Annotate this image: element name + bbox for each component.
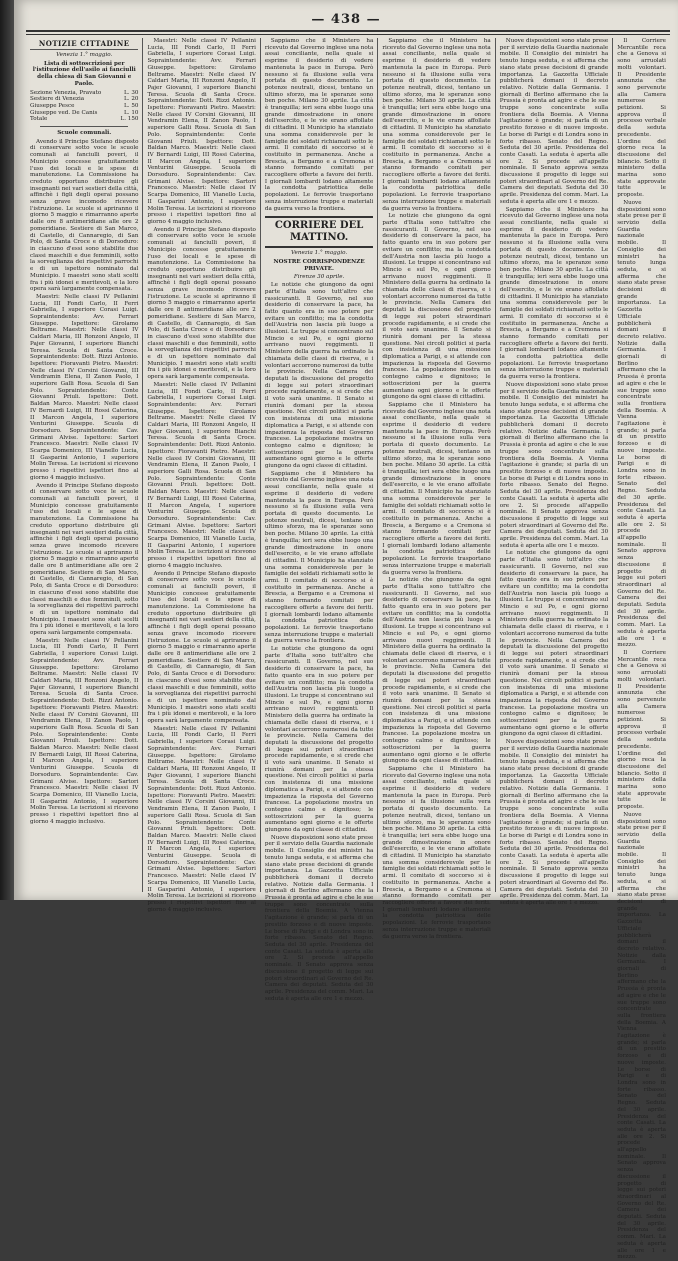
divider — [40, 126, 128, 127]
table-row: Sezione Venezia, Pravato L. 30 — [30, 89, 139, 96]
column-2 — [143, 38, 260, 913]
column-4 — [378, 38, 495, 940]
article-body-cont: Sappiamo che il Ministero ha ricevuto dal Governo inglese una nota assai conciliante, nella quale si esprime il desiderio di vedere mantenuta la pace in Europa. Però nessuno si fa illusione sulla vera portata di questo documento. Le potenze neutrali, dicesi, tentano un ultimo sforzo, ma le speranze sono ben poche. Milano 30 aprile. La città è tranquilla; ieri sera ebbe luogo una grande dimostrazione in onore dell'esercito, e le vie erano affollate di cittadini. Il Municipio ha stanziato una somma considerevole per le famiglie dei soldati richiamati sotto le armi. Il comitato di soccorso si è costituito in permanenza. Anche a Brescia, a Bergamo e a Cremona si stanno formando comitati per raccogliere offerte a favore dei feriti. I giornali lombardi lodano altamente la condotta patriottica delle popolazioni. Le ferrovie trasportano senza interruzione truppe e materiali da guerra verso la frontiera. — [264, 470, 374, 645]
column-6-partial — [613, 38, 670, 1261]
article-body-cont: Le notizie che giungono da ogni parte d'Italia sono tutt'altro che rassicuranti. Il Governo, nel suo desiderio di conservare la pace, ha fatto quanto era in suo potere per evitare un conflitto; ma la condotta dell'Austria non lascia più luogo a illusioni. Le truppe si concentrano sul Mincio e sul Po, e ogni giorno arrivano nuovi reggimenti. Il Ministero della guerra ha ordinato la chiamata delle classi di riserva, e i volontari accorrono numerosi da tutte le provincie. Nella Camera dei deputati la discussione del progetto di legge sui poteri straordinari procede rapidamente, e si crede che il voto sarà unanime. Il Senato si riunirà domani per la stessa questione. Nei circoli politici si parla con insistenza di una missione diplomatica a Parigi, e si attende con impazienza la risposta del Governo francese. La popolazione mostra un contegno calmo e dignitoso; le sottoscrizioni per la guerra aumentano ogni giorno e le offerte giungono da ogni classe di cittadini. — [382, 577, 491, 765]
columns — [26, 38, 670, 1261]
table-row-total: Totale L. 150 — [30, 116, 139, 123]
subhead-scuole: Scuole comunali. — [57, 130, 112, 137]
table-row: Giuseppe Pesce L. 50 — [30, 102, 139, 109]
article-body: Avendo il Principe Stefano disposto di conservare sotto voce le scuole comunali ai fanciulli poveri, il Municipio concesse gratuitamente l'uso dei locali e le spese di manutenzione. La Commissione ha creduto opportuno distribuire gli insegnanti nei vari sestieri della città, affinchè i figli degli operai possano senza grave incomodo ricevere l'istruzione. Le scuole si apriranno il giorno 5 maggio e rimarranno aperte dalle ore 8 antimeridiane alle ore 2 pomeridiane. Sestiere di San Marco, di Castello, di Cannaregio, di San Polo, di Santa Croce e di Dorsoduro: in ciascuno d'essi sono stabilite due classi maschili e due femminili, sotto la sorveglianza dei rispettivi parrochi e di un ispettore nominato dal Municipio. I maestri sono stati scelti fra i più idonei e meritevoli, e la loro opera sarà largamente compensata. — [30, 138, 139, 293]
article-body-cont: Maestri: Nelle classi IV Pellanini Lucia, III Fondi Carlo, II Ferri Gabriella, I superiore Corasi Luigi. Sopraintendente: Avv. Ferrari Giuseppe. Ispettore: Girolamo Beltrame. Maestri: Nelle classi IV Caldari Maria, III Ronzoni Angelo, II Pajer Giovanni, I superiore Bianchi Teresa. Scuola di Santa Croce. Sopraintendente: Dott. Rizzi Antonio. Ispettore: Fioravanti Pietro. Maestri: Nelle classi IV Corsini Giovanni, III Vendramin Elena, II Zanon Paolo, I superiore Galli Rosa. Scuola di San Polo. Sopraintendente: Conte Giovanni Priuli. Ispettore: Dott. Baldan Marco. Maestri: Nelle classi IV Bernardi Luigi, III Rossi Caterina, II Marcon Angela, I superiore Venturini Giuseppe. Scuola di Dorsoduro. Sopraintendente: Cav. Grimani Alvise. Ispettore: Sartori Francesco. Maestri: Nelle classi IV Scarpa Domenico, III Vianello Lucia, II Gasparini Antonio, I superiore Molin Teresa. Le iscrizioni si ricevono presso i rispettivi ispettori fino al giorno 4 maggio inclusivo. — [147, 725, 256, 913]
article-body-cont: Avendo il Principe Stefano disposto di conservare sotto voce le scuole comunali ai fanciulli poveri, il Municipio concesse gratuitamente l'uso dei locali e le spese di manutenzione. La Commissione ha creduto opportuno distribuire gli insegnanti nei vari sestieri della città, affinchè i figli degli operai possano senza grave incomodo ricevere l'istruzione. Le scuole si apriranno il giorno 5 maggio e rimarranno aperte dalle ore 8 antimeridiane alle ore 2 pomeridiane. Sestiere di San Marco, di Castello, di Cannaregio, di San Polo, di Santa Croce e di Dorsoduro: in ciascuno d'essi sono stabilite due classi maschili e due femminili, sotto la sorveglianza dei rispettivi parrochi e di un ispettore nominato dal Municipio. I maestri sono stati scelti fra i più idonei e meritevoli, e la loro opera sarà largamente compensata. — [147, 570, 256, 725]
subscription-title: Lista di sottoscrizioni per l'istituzione dell'asilo ai fanciulli della chiesa di San Giovanni e Paolo. — [32, 60, 136, 87]
article-body: Nuove disposizioni sono state prese per il servizio della Guardia nazionale mobile. Il Consiglio dei ministri ha tenuto lunga seduta, e si afferma che siano state prese decisioni di grande importanza. La Gazzetta Ufficiale pubblicherà domani il decreto relativo. Notizie dalla Germania. I giornali di Berlino affermano che la Prussia è pronta ad agire e che le sue truppe sono concentrate sulla frontiera della Boemia. A Vienna l'agitazione è grande; si parla di un prestito forzoso e di nuove imposte. Le borse di Parigi e di Londra sono in forte ribasso. Senato del Regno. Seduta del 30 aprile. Presidenza del conte Casati. La seduta è aperta alle ore 2. Si procede all'appello nominale. Il Senato approva senza discussione il progetto di legge sui poteri straordinari al Governo del Re. Camera dei deputati. Seduta del 30 aprile. Presidenza del comm. Mari. La seduta è aperta alle ore 1 e mezzo. — [499, 38, 609, 205]
book-binding — [0, 0, 14, 900]
article-body-cont: Nuove disposizioni sono state prese per il servizio della Guardia nazionale mobile. Il Consiglio dei ministri ha tenuto lunga seduta, e si afferma che siano state prese decisioni di grande importanza. La Gazzetta Ufficiale pubblicherà domani il decreto relativo. Notizie dalla Germania. I giornali di Berlino affermano che la Prussia è pronta ad agire e che le sue truppe sono concentrate sulla frontiera della Boemia. A Vienna l'agitazione è grande; si parla di un prestito forzoso e di nuove imposte. Le borse di Parigi e di Londra sono in forte ribasso. Senato del Regno. Seduta del 30 aprile. Presidenza del conte Casati. La seduta è aperta alle ore 2. Si procede all'appello nominale. Il Senato approva senza discussione il progetto di legge sui poteri straordinari al Governo del Re. Camera dei deputati. Seduta del 30 aprile. Presidenza del comm. Mari. La seduta è aperta alle ore 1 e mezzo. — [617, 199, 666, 649]
dateline: Venezia 1.° maggio. — [291, 250, 348, 257]
article-body-cont: Le notizie che giungono da ogni parte d'Italia sono tutt'altro che rassicuranti. Il Governo, nel suo desiderio di conservare la pace, ha fatto quanto era in suo potere per evitare un conflitto; ma la condotta dell'Austria non lascia più luogo a illusioni. Le truppe si concentrano sul Mincio e sul Po, e ogni giorno arrivano nuovi reggimenti. Il Ministero della guerra ha ordinato la chiamata delle classi di riserva, e i volontari accorrono numerosi da tutte le provincie. Nella Camera dei deputati la discussione del progetto di legge sui poteri straordinari procede rapidamente, e si crede che il voto sarà unanime. Il Senato si riunirà domani per la stessa questione. Nei circoli politici si parla con insistenza di una missione diplomatica a Parigi, e si attende con impazienza la risposta del Governo francese. La popolazione mostra un contegno calmo e dignitoso; le sottoscrizioni per la guerra aumentano ogni giorno e le offerte giungono da ogni classe di cittadini. — [499, 550, 609, 738]
article-body-cont: Avendo il Principe Stefano disposto di conservare sotto voce le scuole comunali ai fanciulli poveri, il Municipio concesse gratuitamente l'uso dei locali e le spese di manutenzione. La Commissione ha creduto opportuno distribuire gli insegnanti nei vari sestieri della città, affinchè i figli degli operai possano senza grave incomodo ricevere l'istruzione. Le scuole si apriranno il giorno 5 maggio e rimarranno aperte dalle ore 8 antimeridiane alle ore 2 pomeridiane. Sestiere di San Marco, di Castello, di Cannaregio, di San Polo, di Santa Croce e di Dorsoduro: in ciascuno d'essi sono stabilite due classi maschili e due femminili, sotto la sorveglianza dei rispettivi parrochi e di un ispettore nominato dal Municipio. I maestri sono stati scelti fra i più idonei e meritevoli, e la loro opera sarà largamente compensata. — [30, 482, 139, 637]
article-body-cont: Le notizie che giungono da ogni parte d'Italia sono tutt'altro che rassicuranti. Il Governo, nel suo desiderio di conservare la pace, ha fatto quanto era in suo potere per evitare un conflitto; ma la condotta dell'Austria non lascia più luogo a illusioni. Le truppe si concentrano sul Mincio e sul Po, e ogni giorno arrivano nuovi reggimenti. Il Ministero della guerra ha ordinato la chiamata delle classi di riserva, e i volontari accorrono numerosi da tutte le provincie. Nella Camera dei deputati la discussione del progetto di legge sui poteri straordinari procede rapidamente, e si crede che il voto sarà unanime. Il Senato si riunirà domani per la stessa questione. Nei circoli politici si parla con insistenza di una missione diplomatica a Parigi, e si attende con impazienza la risposta del Governo francese. La popolazione mostra un contegno calmo e dignitoso; le sottoscrizioni per la guerra aumentano ogni giorno e le offerte giungono da ogni classe di cittadini. — [264, 646, 374, 834]
article-body: Sappiamo che il Ministero ha ricevuto dal Governo inglese una nota assai conciliante, nella quale si esprime il desiderio di vedere mantenuta la pace in Europa. Però nessuno si fa illusione sulla vera portata di questo documento. Le potenze neutrali, dicesi, tentano un ultimo sforzo, ma le speranze sono ben poche. Milano 30 aprile. La città è tranquilla; ieri sera ebbe luogo una grande dimostrazione in onore dell'esercito, e le vie erano affollate di cittadini. Il Municipio ha stanziato una somma considerevole per le famiglie dei soldati richiamati sotto le armi. Il comitato di soccorso si è costituito in permanenza. Anche a Brescia, a Bergamo e a Cremona si stanno formando comitati per raccogliere offerte a favore dei feriti. I giornali lombardi lodano altamente la condotta patriottica delle popolazioni. Le ferrovie trasportano senza interruzione truppe e materiali da guerra verso la frontiera. — [264, 38, 374, 212]
dateline: Venezia 1.° maggio. — [56, 52, 113, 58]
article-body-cont: Sappiamo che il Ministero ha ricevuto dal Governo inglese una nota assai conciliante, nella quale si esprime il desiderio di vedere mantenuta la pace in Europa. Però nessuno si fa illusione sulla vera portata di questo documento. Le potenze neutrali, dicesi, tentano un ultimo sforzo, ma le speranze sono ben poche. Milano 30 aprile. La città è tranquilla; ieri sera ebbe luogo una grande dimostrazione in onore dell'esercito, e le vie erano affollate di cittadini. Il Municipio ha stanziato una somma considerevole per le famiglie dei soldati richiamati sotto le armi. Il comitato di soccorso si è costituito in permanenza. Anche a Brescia, a Bergamo e a Cremona si stanno formando comitati per raccogliere offerte a favore dei feriti. I giornali lombardi lodano altamente la condotta patriottica delle popolazioni. Le ferrovie trasportano senza interruzione truppe e materiali da guerra verso la frontiera. — [499, 206, 609, 381]
header-rule — [26, 30, 670, 35]
article-body-cont: Nuove disposizioni sono state prese per il servizio della Guardia nazionale mobile. Il Consiglio dei ministri ha tenuto lunga seduta, e si afferma che siano state prese decisioni di grande importanza. La Gazzetta Ufficiale pubblicherà domani il decreto relativo. Notizie dalla Germania. I giornali di Berlino affermano che la Prussia è pronta ad agire e che le sue truppe sono concentrate sulla frontiera della Boemia. A Vienna l'agitazione è grande; si parla di un prestito forzoso e di nuove imposte. Le borse di Parigi e di Londra sono in forte ribasso. Senato del Regno. Seduta del 30 aprile. Presidenza del conte Casati. La seduta è aperta alle ore 2. Si procede all'appello nominale. Il Senato approva senza discussione il progetto di legge sui poteri straordinari al Governo del Re. Camera dei deputati. Seduta del 30 aprile. Presidenza del comm. Mari. La seduta è aperta alle ore 1 e mezzo. — [499, 739, 609, 906]
article-body-cont: Sappiamo che il Ministero ha ricevuto dal Governo inglese una nota assai conciliante, nella quale si esprime il desiderio di vedere mantenuta la pace in Europa. Però nessuno si fa illusione sulla vera portata di questo documento. Le potenze neutrali, dicesi, tentano un ultimo sforzo, ma le speranze sono ben poche. Milano 30 aprile. La città è tranquilla; ieri sera ebbe luogo una grande dimostrazione in onore dell'esercito, e le vie erano affollate di cittadini. Il Municipio ha stanziato una somma considerevole per le famiglie dei soldati richiamati sotto le armi. Il comitato di soccorso si è costituito in permanenza. Anche a Brescia, a Bergamo e a Cremona si stanno formando comitati per raccogliere offerte a favore dei feriti. I giornali lombardi lodano altamente la condotta patriottica delle popolazioni. Le ferrovie trasportano senza interruzione truppe e materiali da guerra verso la frontiera. — [382, 765, 491, 940]
newspaper-page — [14, 0, 678, 1261]
article-body-cont: Maestri: Nelle classi IV Pellanini Lucia, III Fondi Carlo, II Ferri Gabriella, I superiore Corasi Luigi. Sopraintendente: Avv. Ferrari Giuseppe. Ispettore: Girolamo Beltrame. Maestri: Nelle classi IV Caldari Maria, III Ronzoni Angelo, II Pajer Giovanni, I superiore Bianchi Teresa. Scuola di Santa Croce. Sopraintendente: Dott. Rizzi Antonio. Ispettore: Fioravanti Pietro. Maestri: Nelle classi IV Corsini Giovanni, III Vendramin Elena, II Zanon Paolo, I superiore Galli Rosa. Scuola di San Polo. Sopraintendente: Conte Giovanni Priuli. Ispettore: Dott. Baldan Marco. Maestri: Nelle classi IV Bernardi Luigi, III Rossi Caterina, II Marcon Angela, I superiore Venturini Giuseppe. Scuola di Dorsoduro. Sopraintendente: Cav. Grimani Alvise. Ispettore: Sartori Francesco. Maestri: Nelle classi IV Scarpa Domenico, III Vianello Lucia, II Gasparini Antonio, I superiore Molin Teresa. Le iscrizioni si ricevono presso i rispettivi ispettori fino al giorno 4 maggio inclusivo. — [147, 381, 256, 569]
article-body-cont: Sappiamo che il Ministero ha ricevuto dal Governo inglese una nota assai conciliante, nella quale si esprime il desiderio di vedere mantenuta la pace in Europa. Però nessuno si fa illusione sulla vera portata di questo documento. Le potenze neutrali, dicesi, tentano un ultimo sforzo, ma le speranze sono ben poche. Milano 30 aprile. La città è tranquilla; ieri sera ebbe luogo una grande dimostrazione in onore dell'esercito, e le vie erano affollate di cittadini. Il Municipio ha stanziato una somma considerevole per le famiglie dei soldati richiamati sotto le armi. Il comitato di soccorso si è costituito in permanenza. Anche a Brescia, a Bergamo e a Cremona si stanno formando comitati per raccogliere offerte a favore dei feriti. I giornali lombardi lodano altamente la condotta patriottica delle popolazioni. Le ferrovie trasportano senza interruzione truppe e materiali da guerra verso la frontiera. — [382, 401, 491, 576]
article-body: Sappiamo che il Ministero ha ricevuto dal Governo inglese una nota assai conciliante, nella quale si esprime il desiderio di vedere mantenuta la pace in Europa. Però nessuno si fa illusione sulla vera portata di questo documento. Le potenze neutrali, dicesi, tentano un ultimo sforzo, ma le speranze sono ben poche. Milano 30 aprile. La città è tranquilla; ieri sera ebbe luogo una grande dimostrazione in onore dell'esercito, e le vie erano affollate di cittadini. Il Municipio ha stanziato una somma considerevole per le famiglie dei soldati richiamati sotto le armi. Il comitato di soccorso si è costituito in permanenza. Anche a Brescia, a Bergamo e a Cremona si stanno formando comitati per raccogliere offerte a favore dei feriti. I giornali lombardi lodano altamente la condotta patriottica delle popolazioni. Le ferrovie trasportano senza interruzione truppe e materiali da guerra verso la frontiera. — [382, 38, 491, 212]
article-body: Il Corriere Mercantile reca che a Genova si sono arruolati molti volontari. Il Presidente annunzia che sono pervenute alla Camera numerose petizioni. Si approva il processo verbale della seduta precedente. L'ordine del giorno reca la discussione del bilancio. Sotto il ministero della marina sono state approvate tutte le proposte. — [617, 38, 666, 199]
subscription-table — [30, 90, 138, 124]
article-body-cont: Avendo il Principe Stefano disposto di conservare sotto voce le scuole comunali ai fanciulli poveri, il Municipio concesse gratuitamente l'uso dei locali e le spese di manutenzione. La Commissione ha creduto opportuno distribuire gli insegnanti nei vari sestieri della città, affinchè i figli degli operai possano senza grave incomodo ricevere l'istruzione. Le scuole si apriranno il giorno 5 maggio e rimarranno aperte dalle ore 8 antimeridiane alle ore 2 pomeridiane. Sestiere di San Marco, di Castello, di Cannaregio, di San Polo, di Santa Croce e di Dorsoduro: in ciascuno d'essi sono stabilite due classi maschili e due femminili, sotto la sorveglianza dei rispettivi parrochi e di un ispettore nominato dal Municipio. I maestri sono stati scelti fra i più idonei e meritevoli, e la loro opera sarà largamente compensata. — [147, 226, 256, 381]
article-body-cont: Il Corriere Mercantile reca che a Genova si sono arruolati molti volontari. Il Presidente annunzia che sono pervenute alla Camera numerose petizioni. Si approva il processo verbale della seduta precedente. L'ordine del giorno reca la discussione del bilancio. Sotto il ministero della marina sono state approvate tutte le proposte. — [617, 649, 666, 811]
article-body-cont: Maestri: Nelle classi IV Pellanini Lucia, III Fondi Carlo, II Ferri Gabriella, I superiore Corasi Luigi. Sopraintendente: Avv. Ferrari Giuseppe. Ispettore: Girolamo Beltrame. Maestri: Nelle classi IV Caldari Maria, III Ronzoni Angelo, II Pajer Giovanni, I superiore Bianchi Teresa. Scuola di Santa Croce. Sopraintendente: Dott. Rizzi Antonio. Ispettore: Fioravanti Pietro. Maestri: Nelle classi IV Corsini Giovanni, III Vendramin Elena, II Zanon Paolo, I superiore Galli Rosa. Scuola di San Polo. Sopraintendente: Conte Giovanni Priuli. Ispettore: Dott. Baldan Marco. Maestri: Nelle classi IV Bernardi Luigi, III Rossi Caterina, II Marcon Angela, I superiore Venturini Giuseppe. Scuola di Dorsoduro. Sopraintendente: Cav. Grimani Alvise. Ispettore: Sartori Francesco. Maestri: Nelle classi IV Scarpa Domenico, III Vianello Lucia, II Gasparini Antonio, I superiore Molin Teresa. Le iscrizioni si ricevono presso i rispettivi ispettori fino al giorno 4 maggio inclusivo. — [30, 637, 139, 825]
article-body-cont: Maestri: Nelle classi IV Pellanini Lucia, III Fondi Carlo, II Ferri Gabriella, I superiore Corasi Luigi. Sopraintendente: Avv. Ferrari Giuseppe. Ispettore: Girolamo Beltrame. Maestri: Nelle classi IV Caldari Maria, III Ronzoni Angelo, II Pajer Giovanni, I superiore Bianchi Teresa. Scuola di Santa Croce. Sopraintendente: Dott. Rizzi Antonio. Ispettore: Fioravanti Pietro. Maestri: Nelle classi IV Corsini Giovanni, III Vendramin Elena, II Zanon Paolo, I superiore Galli Rosa. Scuola di San Polo. Sopraintendente: Conte Giovanni Priuli. Ispettore: Dott. Baldan Marco. Maestri: Nelle classi IV Bernardi Luigi, III Rossi Caterina, II Marcon Angela, I superiore Venturini Giuseppe. Scuola di Dorsoduro. Sopraintendente: Cav. Grimani Alvise. Ispettore: Sartori Francesco. Maestri: Nelle classi IV Scarpa Domenico, III Vianello Lucia, II Gasparini Antonio, I superiore Molin Teresa. Le iscrizioni si ricevono presso i rispettivi ispettori fino al giorno 4 maggio inclusivo. — [30, 293, 139, 481]
masthead-corriere: CORRIERE DEL MATTINO. — [265, 216, 373, 248]
column-3 — [261, 38, 378, 1002]
table-row: Giuseppe ved. De Canis L. 10 — [30, 109, 139, 116]
article-body-cont: Nuove disposizioni sono state prese per il servizio della Guardia nazionale mobile. Il Consiglio dei ministri ha tenuto lunga seduta, e si afferma che siano state prese decisioni di grande importanza. La Gazzetta Ufficiale pubblicherà domani il decreto relativo. Notizie dalla Germania. I giornali di Berlino affermano che la Prussia è pronta ad agire e che le sue truppe sono concentrate sulla frontiera della Boemia. A Vienna l'agitazione è grande; si parla di un prestito forzoso e di nuove imposte. Le borse di Parigi e di Londra sono in forte ribasso. Senato del Regno. Seduta del 30 aprile. Presidenza del conte Casati. La seduta è aperta alle ore 2. Si procede all'appello nominale. Il Senato approva senza discussione il progetto di legge sui poteri straordinari al Governo del Re. Camera dei deputati. Seduta del 30 aprile. Presidenza del comm. Mari. La seduta è aperta alle ore 1 e mezzo. — [617, 811, 666, 1261]
article-body-cont: Le notizie che giungono da ogni parte d'Italia sono tutt'altro che rassicuranti. Il Governo, nel suo desiderio di conservare la pace, ha fatto quanto era in suo potere per evitare un conflitto; ma la condotta dell'Austria non lascia più luogo a illusioni. Le truppe si concentrano sul Mincio e sul Po, e ogni giorno arrivano nuovi reggimenti. Il Ministero della guerra ha ordinato la chiamata delle classi di riserva, e i volontari accorrono numerosi da tutte le provincie. Nella Camera dei deputati la discussione del progetto di legge sui poteri straordinari procede rapidamente, e si crede che il voto sarà unanime. Il Senato si riunirà domani per la stessa questione. Nei circoli politici si parla con insistenza di una missione diplomatica a Parigi, e si attende con impazienza la risposta del Governo francese. La popolazione mostra un contegno calmo e dignitoso; le sottoscrizioni per la guerra aumentano ogni giorno e le offerte giungono da ogni classe di cittadini. — [382, 213, 491, 401]
article-body-cont: Nuove disposizioni sono state prese per il servizio della Guardia nazionale mobile. Il Consiglio dei ministri ha tenuto lunga seduta, e si afferma che siano state prese decisioni di grande importanza. La Gazzetta Ufficiale pubblicherà domani il decreto relativo. Notizie dalla Germania. I giornali di Berlino affermano che la Prussia è pronta ad agire e che le sue truppe sono concentrate sulla frontiera della Boemia. A Vienna l'agitazione è grande; si parla di un prestito forzoso e di nuove imposte. Le borse di Parigi e di Londra sono in forte ribasso. Senato del Regno. Seduta del 30 aprile. Presidenza del conte Casati. La seduta è aperta alle ore 2. Si procede all'appello nominale. Il Senato approva senza discussione il progetto di legge sui poteri straordinari al Governo del Re. Camera dei deputati. Seduta del 30 aprile. Presidenza del comm. Mari. La seduta è aperta alle ore 1 e mezzo. — [499, 381, 609, 549]
subtitle: NOSTRE CORRISPONDENZE PRIVATE. — [273, 258, 365, 272]
article-body-cont: Nuove disposizioni sono state prese per il servizio della Guardia nazionale mobile. Il Consiglio dei ministri ha tenuto lunga seduta, e si afferma che siano state prese decisioni di grande importanza. La Gazzetta Ufficiale pubblicherà domani il decreto relativo. Notizie dalla Germania. I giornali di Berlino affermano che la Prussia è pronta ad agire e che le sue truppe sono concentrate sulla frontiera della Boemia. A Vienna l'agitazione è grande; si parla di un prestito forzoso e di nuove imposte. Le borse di Parigi e di Londra sono in forte ribasso. Senato del Regno. Seduta del 30 aprile. Presidenza del conte Casati. La seduta è aperta alle ore 2. Si procede all'appello nominale. Il Senato approva senza discussione il progetto di legge sui poteri straordinari al Governo del Re. Camera dei deputati. Seduta del 30 aprile. Presidenza del comm. Mari. La seduta è aperta alle ore 1 e mezzo. — [264, 834, 374, 1002]
table-row: Sestiere di Venezia L. 20 — [30, 96, 139, 103]
column-5 — [496, 38, 613, 906]
page-number: — 438 — — [311, 12, 381, 27]
section-title-notizie: NOTIZIE CITTADINE — [30, 39, 138, 50]
article-body: Le notizie che giungono da ogni parte d'Italia sono tutt'altro che rassicuranti. Il Governo, nel suo desiderio di conservare la pace, ha fatto quanto era in suo potere per evitare un conflitto; ma la condotta dell'Austria non lascia più luogo a illusioni. Le truppe si concentrano sul Mincio e sul Po, e ogni giorno arrivano nuovi reggimenti. Il Ministero della guerra ha ordinato la chiamata delle classi di riserva, e i volontari accorrono numerosi da tutte le provincie. Nella Camera dei deputati la discussione del progetto di legge sui poteri straordinari procede rapidamente, e si crede che il voto sarà unanime. Il Senato si riunirà domani per la stessa questione. Nei circoli politici si parla con insistenza di una missione diplomatica a Parigi, e si attende con impazienza la risposta del Governo francese. La popolazione mostra un contegno calmo e dignitoso; le sottoscrizioni per la guerra aumentano ogni giorno e le offerte giungono da ogni classe di cittadini. — [264, 282, 374, 470]
place-dateline: Firenze 30 aprile. — [293, 274, 345, 281]
column-1 — [26, 38, 143, 892]
article-body: Maestri: Nelle classi IV Pellanini Lucia, III Fondi Carlo, II Ferri Gabriella, I superiore Corasi Luigi. Sopraintendente: Avv. Ferrari Giuseppe. Ispettore: Girolamo Beltrame. Maestri: Nelle classi IV Caldari Maria, III Ronzoni Angelo, II Pajer Giovanni, I superiore Bianchi Teresa. Scuola di Santa Croce. Sopraintendente: Dott. Rizzi Antonio. Ispettore: Fioravanti Pietro. Maestri: Nelle classi IV Corsini Giovanni, III Vendramin Elena, II Zanon Paolo, I superiore Galli Rosa. Scuola di San Polo. Sopraintendente: Conte Giovanni Priuli. Ispettore: Dott. Baldan Marco. Maestri: Nelle classi IV Bernardi Luigi, III Rossi Caterina, II Marcon Angela, I superiore Venturini Giuseppe. Scuola di Dorsoduro. Sopraintendente: Cav. Grimani Alvise. Ispettore: Sartori Francesco. Maestri: Nelle classi IV Scarpa Domenico, III Vianello Lucia, II Gasparini Antonio, I superiore Molin Teresa. Le iscrizioni si ricevono presso i rispettivi ispettori fino al giorno 4 maggio inclusivo. — [147, 38, 256, 225]
